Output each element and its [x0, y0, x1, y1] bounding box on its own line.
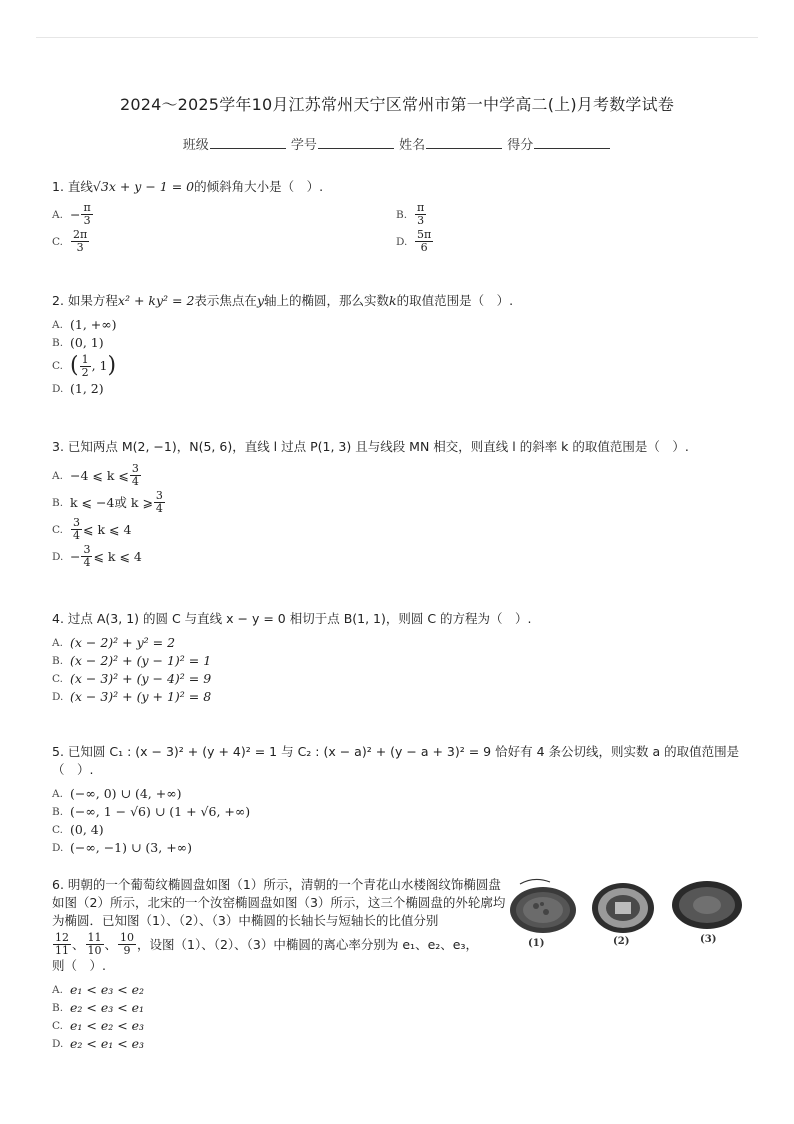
q6-option-d[interactable]: D. e₂ < e₁ < e₃ [52, 1036, 145, 1051]
field-class-blank[interactable] [210, 136, 286, 149]
q1-stem-prefix: 1. 直线 [52, 179, 93, 194]
question-3-stem: 3. 已知两点 M(2, −1)，N(5, 6)，直线 l 过点 P(1, 3) 且与线段 MN 相交，则直线 l 的斜率 k 的取值范围是（ ）. [52, 439, 689, 454]
top-divider [36, 37, 758, 38]
plate-2-image [590, 880, 656, 936]
ratio-3: $\frac{10}{9}$ [120, 931, 135, 957]
q1-option-d[interactable]: D. $\frac{5\pi}{6}$ [396, 228, 432, 254]
question-1-stem [52, 178, 754, 196]
q1-equation: √3x + y − 1 = 0 [92, 179, 195, 194]
q4-option-d[interactable]: D. (x − 3)² + (y + 1)² = 8 [52, 689, 212, 704]
question-4-stem: 4. 过点 A(3, 1) 的圆 C 与直线 x − y = 0 相切于点 B(1, 1)，则圆 C 的方程为（ ）. [52, 611, 532, 626]
plate-1-image [506, 878, 580, 936]
q2-equation: x² + ky² = 2 [117, 293, 195, 308]
elliptical-plates-figure [502, 872, 752, 952]
field-id-blank[interactable] [318, 136, 394, 149]
question-3-options [52, 462, 754, 570]
q1-option-c[interactable]: C. $\frac{2\pi}{3}$ [52, 228, 88, 254]
field-score-blank[interactable] [534, 136, 610, 149]
q3-option-a[interactable]: A. −4 ⩽ k ⩽ $\frac{3}{4}$ [52, 462, 139, 488]
question-2 [52, 292, 754, 398]
question-2-options [52, 316, 754, 398]
q1-option-a[interactable]: A. − $\frac{\pi}{3}$ [52, 201, 91, 227]
field-score-label: 得分 [507, 138, 534, 153]
field-class-label: 班级 [182, 138, 209, 153]
ratio-2: $\frac{11}{10}$ [87, 931, 102, 957]
q1-option-b[interactable]: B. $\frac{\pi}{3}$ [396, 201, 425, 227]
q4-option-c[interactable]: C. (x − 3)² + (y − 4)² = 9 [52, 671, 212, 686]
question-3 [52, 438, 754, 570]
question-5 [52, 743, 754, 857]
q3-option-d[interactable]: D. − $\frac{3}{4}$ ⩽ k ⩽ 4 [52, 543, 142, 569]
field-id-label: 学号 [290, 138, 317, 153]
plate-3-caption: (3) [700, 934, 717, 945]
question-6 [52, 876, 506, 1053]
q4-option-a[interactable]: A. (x − 2)² + y² = 2 [52, 635, 176, 650]
q4-option-b[interactable]: B. (x − 2)² + (y − 1)² = 1 [52, 653, 212, 668]
q3-option-c[interactable]: C. $\frac{3}{4}$ ⩽ k ⩽ 4 [52, 516, 132, 542]
page-title: 2024～2025学年10月江苏常州天宁区常州市第一中学高二(上)月考数学试卷 [119, 95, 675, 114]
field-name-blank[interactable] [426, 136, 502, 149]
q6-option-a[interactable]: A. e₁ < e₃ < e₂ [52, 982, 145, 997]
question-4-options [52, 634, 754, 706]
question-2-stem: 2. 如果方程x² + ky² = 2表示焦点在y轴上的椭圆，那么实数k的取值范围是（ ）. [52, 293, 514, 308]
question-5-stem: 5. 已知圆 C₁ : (x − 3)² + (y + 4)² = 1 与 C₂ : (x − a)² + (y − a + 3)² = 9 恰好有 4 条公切线，则实数 a 的取值范围是（ ）. [52, 744, 740, 777]
q5-option-b[interactable]: B. (−∞, 1 − √6) ∪ (1 + √6, +∞) [52, 804, 251, 819]
q2-option-b[interactable]: B. (0, 1) [52, 335, 104, 350]
question-5-options [52, 785, 754, 857]
q2-option-a[interactable]: A. (1, +∞) [52, 317, 117, 332]
question-4 [52, 610, 754, 706]
question-6-stem: 6. 明朝的一个葡萄纹椭圆盘如图（1）所示，清朝的一个青花山水楼阁纹饰椭圆盘 如图（2）所示，北宋的一个汝窑椭圆盘如图（3）所示，这三个椭圆盘的外轮廓均 为椭圆．已知图（1）、（2）、（3）中椭圆的长轴长与短轴长的比值分别 $\frac{12}{11}$ 、 $\frac{11}{10}$ 、 $\frac{10}{9}$ ，设图（1）、（2）、（3）中椭圆的离心率分别为 e₁、e₂、e₃， 则（ ）. [52, 877, 506, 973]
plate-3-image [670, 878, 744, 932]
ratio-1: $\frac{12}{11}$ [55, 931, 69, 957]
q6-option-b[interactable]: B. e₂ < e₃ < e₁ [52, 1000, 145, 1015]
question-6-options [52, 981, 494, 1053]
question-1 [52, 178, 754, 254]
question-1-options [52, 202, 754, 254]
q5-option-c[interactable]: C. (0, 4) [52, 822, 104, 837]
q5-option-a[interactable]: A. (−∞, 0) ∪ (4, +∞) [52, 786, 182, 801]
plate-2-caption: (2) [613, 936, 630, 947]
q6-option-c[interactable]: C. e₁ < e₂ < e₃ [52, 1018, 145, 1033]
q2-option-c[interactable]: C. ( $\frac{1}{2}$ , 1 ) [52, 352, 117, 379]
q1-stem-suffix: 的倾斜角大小是（ ）. [194, 179, 324, 194]
field-name-label: 姓名 [399, 138, 426, 153]
student-info-fields [0, 134, 794, 153]
q3-option-b[interactable]: B. k ⩽ −4或 k ⩾ $\frac{3}{4}$ [52, 489, 163, 515]
q5-option-d[interactable]: D. (−∞, −1) ∪ (3, +∞) [52, 840, 192, 855]
plate-1-caption: (1) [528, 938, 545, 949]
q2-option-d[interactable]: D. (1, 2) [52, 381, 104, 396]
